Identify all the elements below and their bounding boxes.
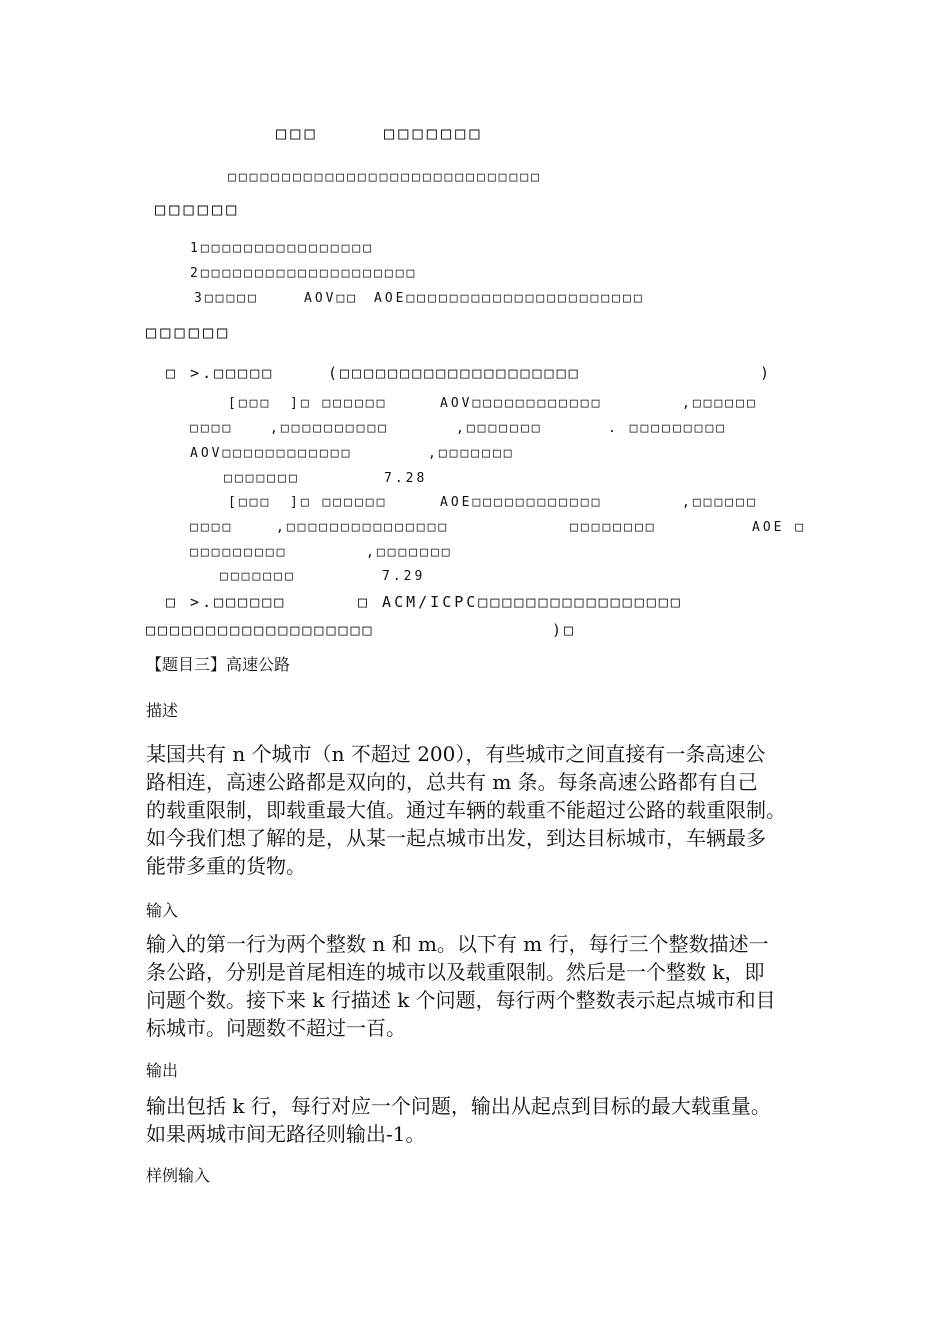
part2-line2: □□□□□□□□□□□□□□□□□□□	[146, 621, 375, 639]
part1-r2b: ,□□□□□□□□□□	[270, 421, 390, 436]
part1-r7b: ,□□□□□□□	[366, 545, 453, 560]
part1-r1c: AOV□□□□□□□□□□□□	[440, 396, 603, 411]
part1-r2c: ,□□□□□□□	[456, 421, 543, 436]
section1-item-3: 3□□□□□	[194, 291, 259, 306]
part1-r4b: 7.28	[384, 471, 428, 486]
input-line: 输入的第一行为两个整数 n 和 m。以下有 m 行，每行三个整数描述一	[146, 932, 769, 956]
input-line: 标城市。问题数不超过一百。	[146, 1016, 406, 1040]
desc-label: 描述	[146, 701, 179, 720]
part1-r2a: □□□□	[190, 421, 234, 436]
part1-r3b: ,□□□□□□□	[428, 446, 515, 461]
desc-line: 路相连，高速公路都是双向的，总共有 m 条。每条高速公路都有自己	[146, 770, 758, 794]
doc-subtitle: □□□□□□□□□□□□□□□□□□□□□□□□□□□□□	[228, 170, 542, 185]
part1-r1d: ,□□□□□□	[682, 396, 758, 411]
part1-r6d: AOE □	[752, 520, 807, 535]
part1-r1b: ]□ □□□□□□	[290, 396, 388, 411]
desc-line: 某国共有 n 个城市（n 不超过 200），有些城市之间直接有一条高速公	[146, 742, 766, 766]
part2-lead: □ >.□□□□□□	[166, 593, 287, 611]
part1-r4a: □□□□□□□	[224, 471, 300, 486]
input-paragraph	[146, 930, 811, 1042]
doc-title-right: □□□□□□□	[384, 124, 484, 144]
part1-r8a: □□□□□□□	[220, 569, 296, 584]
section1-item-3-aov: AOV□□	[304, 291, 359, 306]
part1-paren-close: )	[760, 364, 773, 382]
part1-r7a: □□□□□□□□□	[190, 545, 288, 560]
part1-r2d: . □□□□□□□□□	[608, 421, 728, 436]
problem-title: 【题目三】高速公路	[146, 655, 291, 674]
desc-line: 的载重限制，即载重最大值。通过车辆的载重不能超过公路的载重限制。	[146, 798, 786, 822]
sample-input-label: 样例输入	[146, 1166, 211, 1185]
output-line: 输出包括 k 行，每行对应一个问题，输出从起点到目标的最大载重量。	[146, 1094, 771, 1118]
part1-r1a: [□□□	[228, 396, 272, 411]
input-line: 问题个数。接下来 k 行描述 k 个问题，每行两个整数表示起点城市和目	[146, 988, 776, 1012]
section2-heading: □□□□□□	[146, 323, 232, 343]
part1-r5a: [□□□	[228, 495, 272, 510]
section1-item-2: 2□□□□□□□□□□□□□□□□□□□□	[190, 266, 418, 281]
desc-paragraph	[146, 740, 811, 880]
part1-r5d: ,□□□□□□	[682, 495, 758, 510]
part1-r6b: ,□□□□□□□□□□□□□□□	[276, 520, 450, 535]
desc-line: 能带多重的货物。	[146, 854, 306, 878]
part1-r6c: □□□□□□□□	[570, 520, 657, 535]
part1-r3a: AOV□□□□□□□□□□□□	[190, 446, 353, 461]
doc-title-left: □□□	[276, 124, 319, 144]
part2-line2-end: )□	[552, 621, 577, 639]
section1-heading: □□□□□□	[155, 200, 241, 220]
part1-r6a: □□□□	[190, 520, 234, 535]
part1-r8b: 7.29	[382, 569, 426, 584]
output-line: 如果两城市间无路径则输出-1。	[146, 1122, 426, 1146]
part1-r5c: AOE□□□□□□□□□□□□	[440, 495, 603, 510]
part1-paren-text: (□□□□□□□□□□□□□□□□□□□□	[328, 364, 581, 382]
section1-item-1: 1□□□□□□□□□□□□□□□□	[190, 241, 375, 256]
input-line: 条公路，分别是首尾相连的城市以及载重限制。然后是一个整数 k，即	[146, 960, 765, 984]
output-paragraph	[146, 1092, 811, 1148]
part1-r5b: ]□ □□□□□□	[290, 495, 388, 510]
input-label: 输入	[146, 901, 179, 920]
output-label: 输出	[146, 1061, 179, 1080]
part1-lead: □ >.□□□□□	[166, 364, 275, 382]
section1-item-3-aoe: AOE□□□□□□□□□□□□□□□□□□□□□□	[374, 291, 645, 306]
part2-mid: □ ACM/ICPC□□□□□□□□□□□□□□□□□	[358, 593, 683, 611]
desc-line: 如今我们想了解的是，从某一起点城市出发，到达目标城市，车辆最多	[146, 826, 766, 850]
